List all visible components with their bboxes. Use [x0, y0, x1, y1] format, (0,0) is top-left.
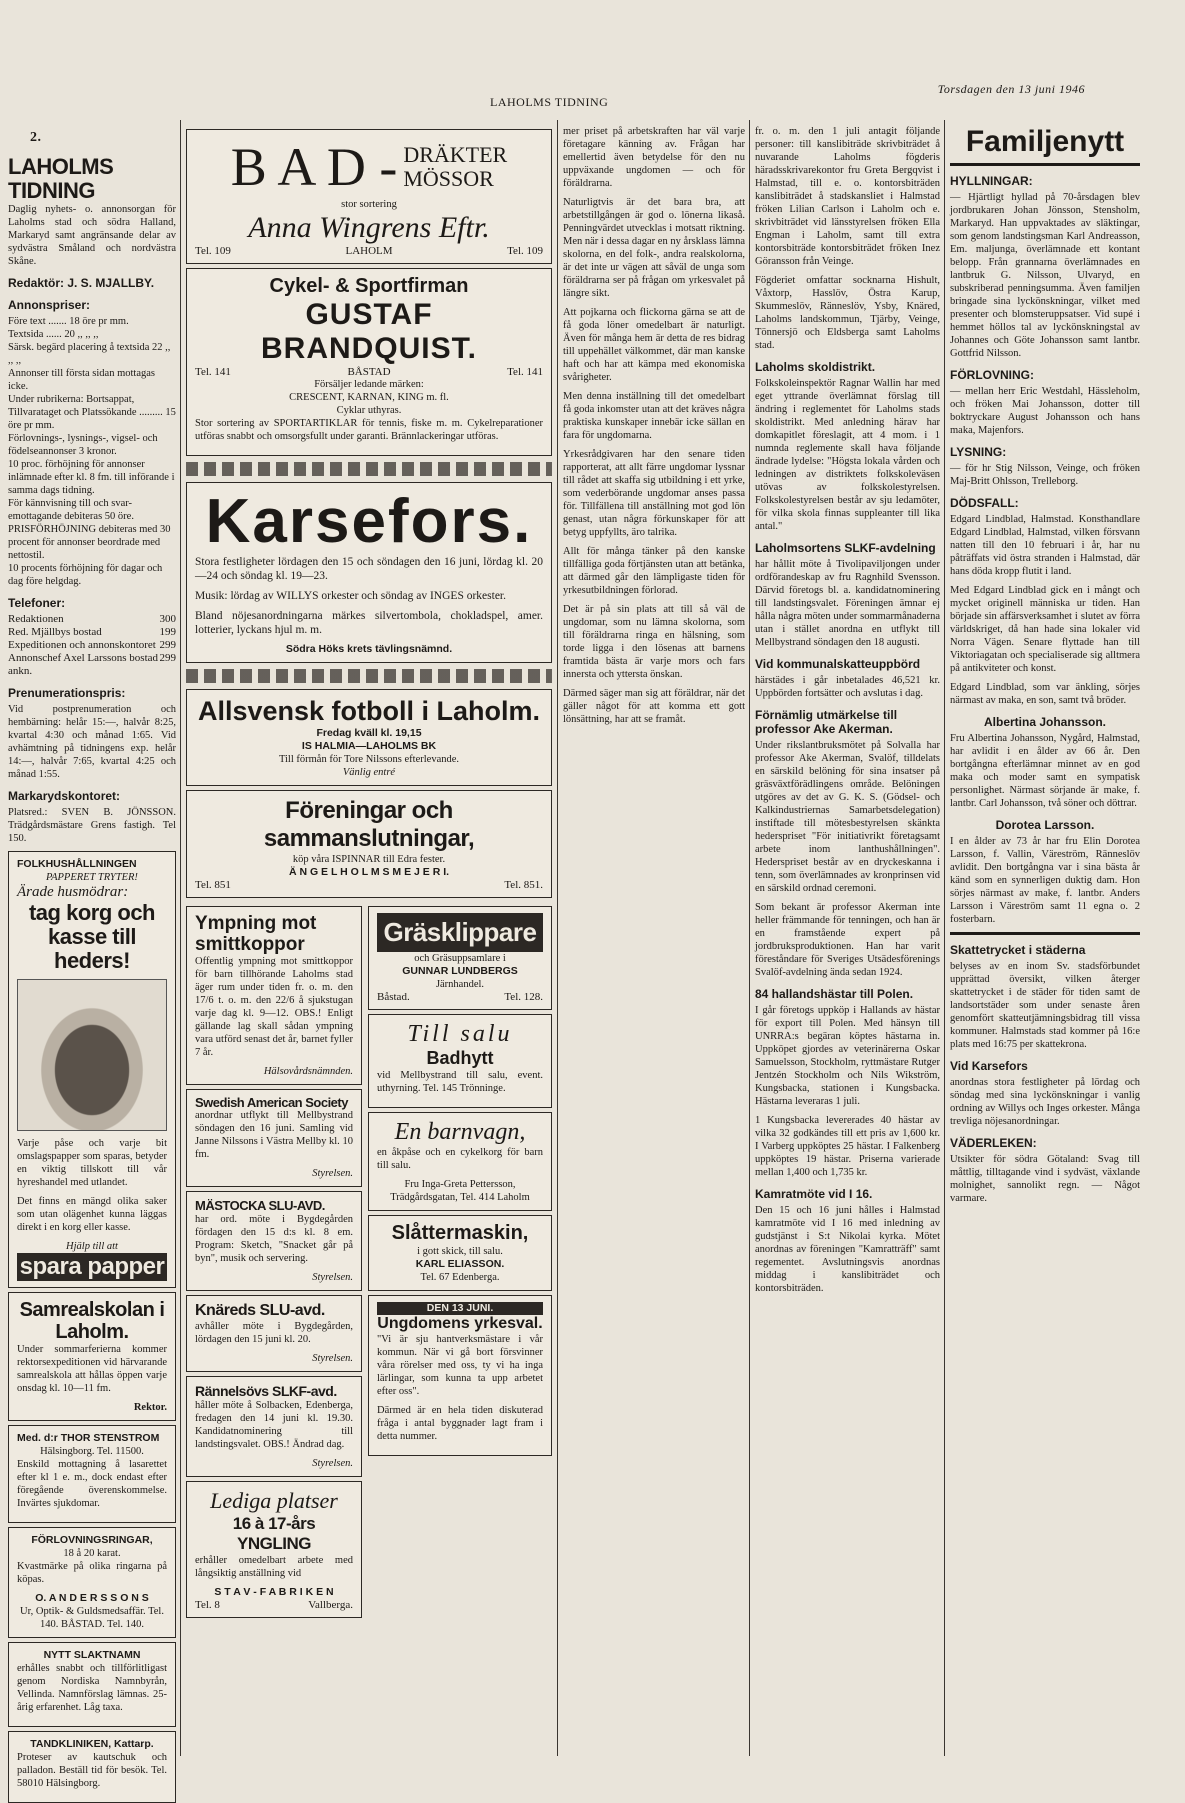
mastocka-ad	[186, 1191, 362, 1291]
paragraph: Därmed säger man sig att föräldrar, när det gäller något för att komma ett gott lönsättning, har att se framåt.	[563, 688, 745, 725]
vaccination-ad	[186, 906, 362, 1085]
cyklar-uthyras: Cyklar uthyras.	[336, 405, 402, 416]
paragraph: fr. o. m. den 1 juli antagit följande personer: till kanslibiträde skrivbiträdet å nuvarande Laholms fögderis häradsskrivarekontor fru Greta Bergqvist i Halmstad, till e. o. kontorsbiträden kanslibiträdet å stadskansliet i Halmstad fröken Lilian Carlson i Laholm och e. skrivbiträdet vid länsstyrelsen fröken Ella Engman i Laholm, samt till extra kontorsbiträde kontorsbiträdet fröken Inez Göransson från Veinge.	[755, 126, 940, 267]
spara-papper: spara papper	[17, 1253, 167, 1281]
branch-title: Markarydskontoret:	[8, 789, 121, 803]
masthead-editor: Redaktör: J. S. MJALLBY.	[8, 276, 155, 290]
paragraph: I en ålder av 73 år har fru Elin Dorotea Larsson, f. Vallin, Väreström, Ränneslöv avlidit. Den bortgångna var i sina bästa år känd som en synnerligen duktig dam. Hon sörjes närmast av make, f. lantbr. Anders Larsson i Väreström samt 11 egna o. 2 fosterbarn.	[950, 836, 1140, 925]
masthead-intro: Daglig nyhets- o. annonsorgan för Laholms stad och södra Halland, Markaryd samt angränsande delar av sydvästra Småland och nordvästra Skåne.	[8, 204, 176, 267]
football-benefit: Till förmån för Tore Nilssons efterlevande.	[278, 754, 460, 765]
karl-name: KARL ELIASSON.	[415, 1258, 505, 1270]
slakt-ad	[8, 1642, 176, 1727]
family-heading: FÖRLOVNING:	[950, 368, 1034, 382]
place-label: LAHOLM	[345, 245, 393, 257]
price-line: Före text ....... 18 öre pr mm.	[8, 316, 129, 327]
editorial-title: Ungdomens yrkesval.	[377, 1315, 543, 1332]
badhytt-text: vid Mellbystrand till salu, event. uthyrning. Tel. 145 Trönninge.	[377, 1070, 543, 1094]
paragraph: Edgard Lindblad, Halmstad. Konsthandlare Edgard Lindblad, Halmstad, vilken försvann natten till den 10 februari i år, har nu påträffats vid östra stranden i Halmstad, där hans döda kropp flutit i land.	[950, 514, 1140, 577]
paper-stamp: PAPPERET TRYTER!	[46, 872, 138, 883]
brand-list: CRESCENT, KARNAN, KING m. fl.	[289, 392, 449, 403]
rannelsovs-text: håller möte å Solbacken, Edenberga, fredagen den 14 juni kl. 19.30. Kandidatnominering till landstingsvalet. OBS.! Ändrad dag.	[195, 1400, 353, 1450]
anna-shop: Anna Wingrens Eftr.	[248, 211, 490, 244]
doctor-text: Enskild mottagning å lasarettet efter kl 1 e. m., dock endast efter föregående överenskommelse. Invärtes sjukdomar.	[17, 1459, 167, 1509]
job-heading: Lediga platser	[210, 1488, 338, 1513]
swedish-society-ad	[186, 1089, 362, 1187]
editorial-lead: "Vi är sju hantverksmästare i vår kommun. När vi gå bort försvinner våra rörelser med oss, ty vi ha inga lärlingar, som kunna ta upp arbetet efter oss".	[377, 1334, 543, 1397]
paragraph: I går företogs uppköp i Hallands av hästar för export till Polen. Med hänsyn till UNRRA:s begäran köptes hästarna in. Uppköpet gjordes av veterinärerna Oskar Samuelsson, Stockholm, ryttmästare Rutger Jentzén Stockholm och Nils Wikström, Kungsbacka, stationen i Kungsbacka. Hästarna leveraras 1 juli.	[755, 1005, 940, 1107]
job-text: erhåller omedelbart arbete med långsiktig anställning vid	[195, 1555, 353, 1579]
paragraph: Allt för många tänker på den kanske tillfälliga goda förtjänsten utan att betänka, att därmed går den lämpligaste tiden för yrkesutbildningen förlorad.	[563, 546, 745, 596]
anna-contact	[195, 245, 543, 257]
shopping-bag-illustration	[17, 979, 167, 1131]
bad-title: B A D -	[230, 137, 398, 197]
paragraph: Det är på sin plats att till så väl de ungdomar, som nu lämna skolorna, som till föräldrarna ringa en hälsning, som torde ligga i den lösenas att barnens framtida bästa är varje mors och fars innersta och yttersta önskan.	[563, 604, 745, 680]
arade-heading: Ärade husmödrar:	[17, 884, 129, 900]
news-heading: Skattetrycket i städerna	[950, 943, 1086, 957]
sport-text: Stor sortering av SPORTARTIKLAR för tennis, fiske m. m. Cykelreparationer utföras snabbt och omsorgsfullt under garanti. Brännlackeringar utföras.	[195, 418, 543, 442]
phone-row	[8, 652, 176, 678]
paragraph: Fögderiet omfattar socknarna Hishult, Våxtorp, Hasslöv, Östra Karup, Skummeslöv, Ränneslöv, Ysby, Knäred, Laholms landskommun, Tjärby, Veinge, Tönnersjö och Eldsberga samt Laholms stad.	[755, 275, 940, 351]
family-column	[950, 125, 1140, 1756]
football-title: Allsvensk fotboll i Laholm.	[197, 696, 541, 726]
knareds-signature: Styrelsen.	[312, 1353, 353, 1364]
vaccination-title: Ympning mot smittkoppor	[195, 913, 317, 955]
paragraph: Utsikter för södra Götaland: Svag till måttlig, tilltagande vind i sydväst, växlande molnighet, sannolikt regn. — Något varmare.	[950, 1154, 1140, 1204]
karsefors-text: Stora festligheter lördagen den 15 och söndagen den 16 juni, lördag kl. 20—24 och söndag kl. 19—23.	[195, 556, 543, 582]
slakt-text: erhålles snabbt och tillförlitligast genom Nordiska Namnbyrån, Vellinda. Namnförslag lämnas. 25-årig erfarenhet. Låg taxa.	[17, 1663, 167, 1713]
prenum-text: Vid postprenumeration och hembärning: helår 15:—, halvår 8:25, kvartal 4:30 och månad 1:65. Vid avhämtning på tidningens exp. helår 14:—, halvår 7:65, kvartal 4:25 och månad 1:55.	[8, 704, 176, 780]
news-heading: Vid kommunalskatteuppbörd	[755, 657, 921, 671]
vaccination-text: Offentlig ympning mot smittkoppor för barn tillhörande Laholms stad äger rum under tiden fr. o. m. den 17/6 t. o. m. den 22/6 å sjukstugan varje dag kl. 9—12. OBS.! Enligt gällande lag skall sådan ympning vara utförd senast det år, barnet fyller 7 år.	[195, 956, 353, 1058]
news-heading: Laholms skoldistrikt.	[755, 360, 876, 374]
job-title: 16 à 17-års YNGLING	[232, 1514, 316, 1553]
samreal-title: Samrealskolan i Laholm.	[19, 1299, 165, 1343]
rings-karat: 18 å 20 karat.	[63, 1548, 121, 1559]
column-divider	[180, 120, 181, 1756]
phone-label: Expeditionen och annonskontoret	[8, 639, 156, 651]
paragraph: har hållit möte å Tivolipaviljongen under ordförandeskap av fru Ragnhild Svensson. Därvid företogs bl. a. kandidatnominering till landstingsvalet. Föreningen ämnar ej hålla några möten under sommarmånaderna utan i stället anordna en utflykt till Mellbystrand söndagen den 18 augusti.	[755, 559, 940, 648]
tel-label: Tel. 141	[507, 366, 543, 378]
price-line: Under rubrikerna: Bortsappat, Tillvarataget och Platssökande ......... 15 öre pr mm.	[8, 394, 176, 431]
editorial-body: Därmed är en hela tiden diskuterad fråga i antal byggnader lagt fram i detta nummer.	[377, 1405, 543, 1442]
mejeri-name: Ä N G E L H O L M S M E J E R I.	[288, 866, 450, 878]
karsefors-signature: Södra Höks krets tävlingsnämnd.	[285, 643, 453, 655]
phone-row	[8, 639, 176, 652]
forsaljer: Försäljer ledande märken:	[314, 379, 424, 390]
paper-saving-ad	[8, 851, 176, 1288]
tel-label: Tel. 851.	[504, 879, 543, 891]
barnvagn-ad	[368, 1112, 552, 1211]
barnvagn-contact: Fru Inga-Greta Pettersson, Trädgårdsgatan, Tel. 414 Laholm	[390, 1179, 530, 1203]
samreal-ad	[8, 1292, 176, 1421]
price-line: 10 procents förhöjning för dagar och dag före helgdag.	[8, 563, 163, 587]
slatter-title: Slåttermaskin,	[391, 1222, 529, 1244]
paragraph: Fru Albertina Johansson, Nygård, Halmstad, har avlidit i en ålder av 66 år. Den bortgångna efterlämnar minnet av en god maka och moder samt en sympatisk personlighet. Närmast sörjande är make, f. lantbr. Carl Johansson, två söner och döttrar.	[950, 733, 1140, 809]
till-salu: Till salu	[407, 1021, 513, 1047]
rannelsovs-title: Rännelsövs SLKF-avd.	[195, 1383, 337, 1399]
news-heading: Vid Karsefors	[950, 1059, 1028, 1073]
phone-label: Redaktionen	[8, 613, 64, 625]
price-line: För kännvisning till och svar-emottagande debiteras 50 öre.	[8, 498, 134, 522]
tel-label: Tel. 109	[195, 245, 231, 257]
paragraph: — Hjärtligt hyllad på 70-årsdagen blev jordbrukaren Johan Jönsson, Stensholm, Markaryd. Han uppvaktades av släktingar, som genom landstingsman Karl Andreasson, Em. maljunga, överlämnade ett kontant belopp. Från grannarna överlämnades en lantbruk G. Nilsson, Ulvaryd, en subskriberad penningsumma. Även familjen bringade sina lyckönskningar, vilket med presenter och blomsteruppsatser. Vid supé i hemmet höllos tal av lyckönskningstal av Johannes och Göte Johansson samt lantbr. Gottfrid Nilsson.	[950, 192, 1140, 359]
mossor-word: MÖSSOR	[403, 166, 494, 191]
news-heading: Kamratmöte vid I 16.	[755, 1187, 873, 1201]
karsefors-ad	[186, 482, 552, 663]
paragraph: anordnas stora festligheter på lördag och söndag med sina lyckönskningar i vanlig ordning av Willys och Inges orkester. Många trevliga nöjesanordningar.	[950, 1077, 1140, 1127]
tand-title: TANDKLINIKEN, Kattarp.	[30, 1738, 154, 1750]
football-time: Fredag kväll kl. 19,15	[316, 727, 422, 739]
price-list	[8, 315, 176, 588]
swedish-signature: Styrelsen.	[312, 1168, 353, 1179]
lawnmower-ad	[368, 906, 552, 1010]
knareds-title: Knäreds SLU-avd.	[195, 1302, 325, 1319]
tel-label: Tel. 851	[195, 879, 231, 891]
tand-ad	[8, 1731, 176, 1803]
phone-number: 199	[159, 626, 176, 638]
slatter-ad	[368, 1215, 552, 1291]
prenum-title: Prenumerationspris:	[8, 686, 126, 700]
news-heading: Laholmsortens SLKF-avdelning	[755, 541, 936, 555]
gustaf-contact	[195, 366, 543, 378]
paragraph: Naturligtvis är det bara bra, att arbetstillgången är god o. lönerna likaså. Penningvärdet utvecklas i motsatt riktning. Men när i dessa dagar en ny årsklass lämna skolorna, en del folk-, andra realskolorna, är det inte ur vägen att såväl de unga som föräldrarna ser på frågan om yrkesvalet på längre sikt.	[563, 197, 745, 299]
karsefors-music: Musik: lördag av WILLYS orkester och söndag av INGES orkester.	[195, 590, 506, 602]
foreningar-title: Föreningar och sammanslutningar,	[263, 797, 475, 852]
football-ad	[186, 689, 552, 786]
paragraph: Den 15 och 16 juni hålles i Halmstad kamratmöte vid I 16 med inledning av gudstjänst i S:t Nikolai kyrka. Mötet anordnas av föreningen "Kamratträff" samt regementet. Avslutningsvis anordnas middag i kanslibiträdet och kontorsbiträden.	[755, 1205, 940, 1294]
family-heading: LYSNING:	[950, 445, 1007, 459]
cykel-heading: Cykel- & Sportfirman	[269, 275, 469, 297]
badhytt-ad	[368, 1014, 552, 1108]
lawnmower-sub: och Gräsuppsamlare i	[414, 953, 506, 964]
running-title: LAHOLMS TIDNING	[490, 95, 609, 109]
phone-list	[8, 613, 176, 678]
place-label: Båstad.	[377, 991, 410, 1003]
news-column	[755, 125, 940, 1756]
kop-vara: köp våra ISPINNAR till Edra fester.	[292, 854, 446, 865]
tel-label: Tel. 8	[195, 1599, 220, 1611]
place-label: Vallberga.	[308, 1599, 353, 1611]
paragraph: Med Edgard Lindblad gick en i mångt och mycket originell människa ur tiden. Han började sin affärsverksamhet i slutet av förra världskriget, då han hade sina lokaler vid Norra Vägen. Senare flyttade han till Viktoriagatan och specialiserade sig alltmera på antikviteter och konst.	[950, 585, 1140, 674]
news-heading: VÄDERLEKEN:	[950, 1136, 1037, 1150]
price-line: Annonser till första sidan mottagas icke.	[8, 368, 155, 392]
column-divider	[749, 120, 750, 1756]
phone-number: 299	[159, 652, 176, 664]
decorative-border	[186, 669, 552, 683]
paragraph: Men denna inställning till det omedelbart få goda inkomster utan att det kräves några praktiska kunskaper innebär icke sällan en fara för ungdomarna.	[563, 391, 745, 441]
rings-title: FÖRLOVNINGSRINGAR,	[31, 1534, 153, 1546]
issue-date: Torsdagen den 13 juni 1946	[937, 82, 1085, 96]
news-heading: 84 hallandshästar till Polen.	[755, 987, 914, 1001]
phone-row	[8, 626, 176, 639]
left-column	[8, 125, 176, 1789]
branch-text: Platsred.: SVEN B. JÖNSSON. Trädgårdsmästare Grens fastigh. Tel 150.	[8, 807, 176, 844]
doctor-name: Med. d:r THOR STENSTROM	[17, 1432, 160, 1444]
paragraph: Att pojkarna och flickorna gärna se att de få goda löner omedelbart är naturligt. Även för många hem är detta de res bidrag till uppehället välkommet, där man kanske haft och har att kämpa med ekonomiska svårigheter.	[563, 307, 745, 383]
football-match: IS HALMIA—LAHOLMS BK	[301, 740, 437, 752]
middle-column	[186, 125, 552, 1756]
job-ad	[186, 1481, 362, 1618]
karsefors-title: Karsefors.	[205, 487, 533, 556]
paragraph: Yrkesrådgivaren har den senare tiden rapporterat, att allt färre ungdomar lyssnar till rådet att skaffa sig utbildning i ett yrke, som vederbörande ungdomar anses passa för. Tillfällena till anställning mot god lön genast, utan några förkunskaper för att betyg uppfyllts, äro talrika.	[563, 449, 745, 538]
doctor-sub: Hälsingborg. Tel. 11500.	[40, 1446, 144, 1457]
phone-label: Red. Mjällbys bostad	[8, 626, 102, 638]
bad-ad	[186, 129, 552, 264]
paragraph: Under rikslantbruksmötet på Solvalla har professor Ake Akerman, Svalöf, tilldelats en särskild belöning för sina insatser på gräsväxtförädlingens område. Belöningen utgöres av det av G. K. S. (Gödsel- och Kalkindustriernas Samarbetsdelegation) instiftade till mötesbestyrelsen skänkta hederspriset "För initiativrikt företagsamt arbete inom lanthushållningen". Hederspriset består av en dryckeskanna i tenn, som överlämnades av kronprinsen vid en särskild ordnad ceremoni.	[755, 740, 940, 894]
paper-text-2: Det finns en mängd olika saker som utan olägenhet kunna läggas direkt i en korg eller kasse.	[17, 1196, 167, 1233]
tel-label: Tel. 141	[195, 366, 231, 378]
news-heading: Förnämlig utmärkelse till professor Ake Akerman.	[755, 708, 898, 736]
doctor-ad	[8, 1425, 176, 1523]
family-heading: Albertina Johansson.	[983, 715, 1107, 729]
stor-sortering: stor sortering	[341, 199, 397, 210]
family-heading: HYLLNINGAR:	[950, 174, 1033, 188]
gustaf-name: GUSTAF BRANDQUIST.	[260, 298, 477, 365]
slakt-title: NYTT SLAKTNAMN	[43, 1649, 141, 1661]
gunnar-name: GUNNAR LUNDBERGS	[402, 965, 518, 977]
family-heading: Dorotea Larsson.	[995, 818, 1095, 832]
karsefors-extra: Bland nöjesanordningarna märkes silvertombola, chokladspel, amer. lotterier, lyckans hjul m. m.	[195, 610, 543, 636]
column-divider	[944, 120, 945, 1756]
hjalp-label: Hjälp till att	[66, 1241, 118, 1252]
paragraph: 1 Kungsbacka levererades 40 hästar av vilka 32 godkändes till ett pris av 1,600 kr. I Varberg uppköptes 25 hästar. I Falkenberg uppköptes 19 hästar. Priserna varierade mellan 1,400 och 1,735 kr.	[755, 1115, 940, 1178]
lawnmower-title: Gräsklippare	[377, 913, 543, 952]
paragraph: belyses av en inom Sv. stadsförbundet upprättad översikt, vilken återger skattetrycket i de städer för tiden samt de landsortstäder som under senaste åren genomfört skatteutjämningsbidrag till vissa kommuner. Halmstads stad kommer på 16:e plats med 16:75 per skattekrona.	[950, 961, 1140, 1050]
phone-label: Annonschef Axel Larssons bostad ankn.	[8, 652, 159, 677]
phone-number: 300	[159, 613, 176, 625]
samreal-text: Under sommarferierna kommer rektorsexpeditionen vid härvarande samrealskola att hållas öppen varje onsdag kl. 10—11 fm.	[17, 1344, 167, 1394]
knareds-text: avhåller möte i Bygdegården, lördagen den 15 juni kl. 20.	[195, 1321, 353, 1345]
page-number: 2.	[30, 130, 42, 145]
paragraph: — för hr Stig Nilsson, Veinge, och fröken Maj-Britt Ohlsson, Trelleborg.	[950, 463, 1140, 487]
divider	[950, 932, 1140, 935]
knareds-ad	[186, 1295, 362, 1372]
paragraph: Folkskoleinspektör Ragnar Wallin har med eget yttrande överlämnat förslag till ändring i reglementet för Laholms stads skoldistrikt. Med anledning härav har domkapitlet föreslagit, att 4 mom. i 1 numnda reglemente skall hava följande ändrade lydelse: "Högsta lokala vården och ledningen av distriktets folkskoleväsen utövas av folkskolestyrelsen. Folkskolestyrelsen består av sju ledamöter, för vilka skola finnas suppleanter till lika antal."	[755, 378, 940, 532]
price-line: Särsk. begärd placering å textsida 22 ,, ,, ,,	[8, 342, 171, 366]
barnvagn-title: En barnvagn,	[394, 1119, 526, 1145]
gunnar-shop: Järnhandel.	[435, 979, 485, 990]
samreal-signature: Rektor.	[133, 1402, 167, 1413]
family-title: Familjenytt	[950, 125, 1140, 166]
editorial-box	[368, 1295, 552, 1456]
masthead-title: LAHOLMS TIDNING	[8, 154, 114, 203]
vaccination-signature: Hälsovårdsnämnden.	[263, 1066, 353, 1077]
family-heading: DÖDSFALL:	[950, 496, 1019, 510]
job-company: S T A V - F A B R I K E N	[214, 1586, 334, 1598]
paragraph: mer priset på arbetskraften har väl varje företagare känning av. Frågan har emellertid även betydelse för den nu uppväxande ungdomen — och för föräldrarna.	[563, 126, 745, 189]
price-line: Förlovnings-, lysnings-, vigsel- och födelseannonser 3 kronor.	[8, 433, 158, 457]
paper-label: FOLKHUSHÅLLNINGEN	[17, 858, 137, 870]
paragraph: härstädes i går inbetalades 46,521 kr. Uppbörden fortsätter och avslutas i dag.	[755, 675, 940, 699]
drakter-word: DRÄKTER	[403, 142, 508, 167]
swedish-title: Swedish American Society	[195, 1095, 348, 1110]
karl-tel: Tel. 67 Edenberga.	[420, 1272, 500, 1283]
decorative-border	[186, 462, 552, 476]
swedish-text: anordnar utflykt till Mellbystrand söndagen den 16 juni. Samling vid Janne Nilssons i Västra Mellby kl. 10 fm.	[195, 1110, 353, 1160]
barnvagn-text: en åkpåse och en cykelkorg för barn till salu.	[377, 1147, 543, 1171]
price-line: PRISFÖRHÖJNING debiteras med 30 procent för annonser beordrade med nettostil.	[8, 524, 171, 561]
paragraph: Som bekant är professor Akerman inte heller främmande för tenningen, och han är en framstående expert på jordbruksproduktionen. Han har varit föreståndare för Sveriges Utsädesförenings Svalöf-avdelning ända sedan 1924.	[755, 902, 940, 978]
place-label: BÅSTAD	[347, 366, 391, 378]
editorial-column	[563, 125, 745, 1756]
ice-cream-ad	[186, 790, 552, 898]
mastocka-signature: Styrelsen.	[312, 1272, 353, 1283]
price-line: 10 proc. förhöjning för annonser inlämnade efter kl. 8 fm. till införande i samma dags tidning.	[8, 459, 175, 496]
tel-label: Tel. 128.	[504, 991, 543, 1003]
price-line: Textsida ...... 20 ,, ,, ,,	[8, 329, 99, 340]
mastocka-title: MÄSTOCKA SLU-AVD.	[195, 1198, 325, 1213]
ads-price-title: Annonspriser:	[8, 298, 91, 312]
tand-text: Proteser av kautschuk och palladon. Beställ tid för besök. Tel. 58010 Hälsingborg.	[17, 1752, 167, 1789]
phone-title: Telefoner:	[8, 596, 66, 610]
editorial-date: DEN 13 JUNI.	[377, 1302, 543, 1315]
paragraph: Edgard Lindblad, som var änkling, sörjes närmast av maka, en son, samt två bröder.	[950, 682, 1140, 706]
rings-text: Kvastmärke på olika ringarna på köpas.	[17, 1561, 167, 1585]
football-entry: Vänlig entré	[342, 767, 396, 778]
tag-korg-heading: tag korg och kasse till heders!	[28, 900, 155, 973]
gustaf-ad	[186, 268, 552, 456]
paragraph: — mellan herr Eric Westdahl, Hässleholm, och fröken Mai Johansson, dotter till boktryckare August Johansson och hans maka, Majenfors.	[950, 386, 1140, 436]
rings-ad	[8, 1527, 176, 1638]
phone-number: 299	[159, 639, 176, 651]
tel-label: Tel. 109	[507, 245, 543, 257]
andersson-sub: Ur, Optik- & Guldsmedsaffär. Tel. 140. BÅSTAD. Tel. 140.	[20, 1606, 164, 1630]
column-divider	[557, 120, 558, 1756]
andersson-name: O. A N D E R S S O N S	[35, 1592, 149, 1604]
slatter-text: i gott skick, till salu.	[417, 1246, 503, 1257]
phone-row	[8, 613, 176, 626]
rannelsovs-signature: Styrelsen.	[312, 1458, 353, 1469]
mastocka-text: har ord. möte i Bygdegården fördagen den 15 d:s kl. 8 em. Program: Sketch, "Snacket går på byn", musik och servering.	[195, 1214, 353, 1264]
badhytt-title: Badhytt	[426, 1048, 494, 1068]
rannelsovs-ad	[186, 1376, 362, 1477]
paper-text: Varje påse och varje bit omslagspapper som sparas, betyder en viktig tillskott till vår hyreshandel med utlandet.	[17, 1138, 167, 1188]
